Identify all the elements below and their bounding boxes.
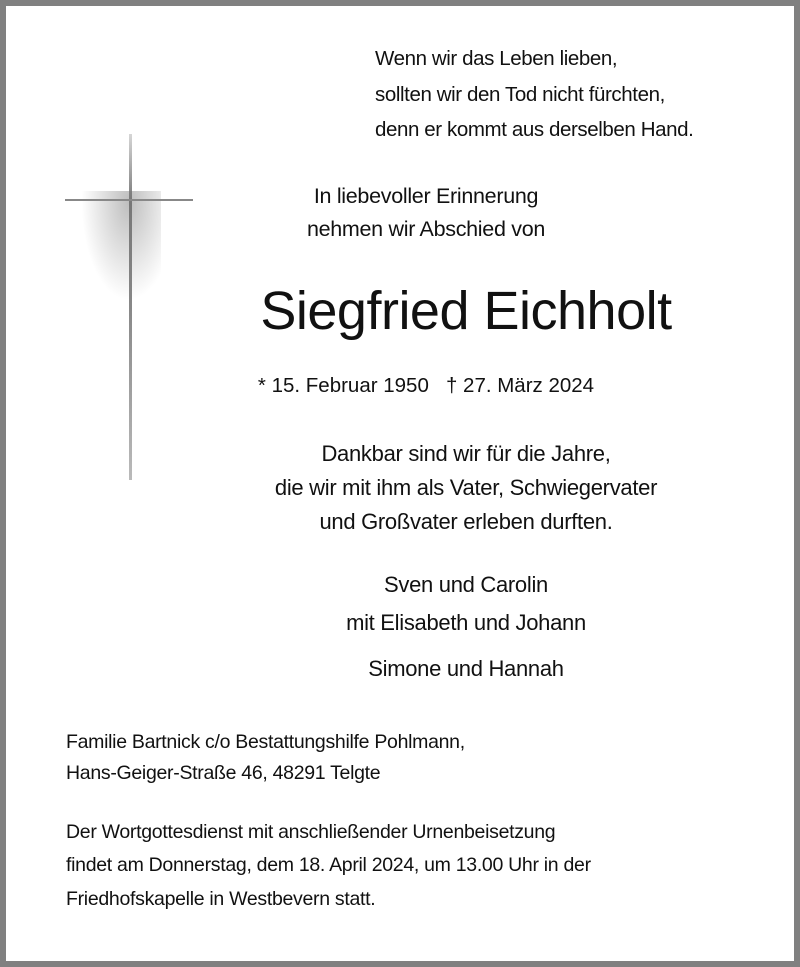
obituary-notice bbox=[6, 6, 794, 961]
poem-line: Wenn wir das Leben lieben, bbox=[375, 47, 618, 70]
mourner-line: mit Elisabeth und Johann bbox=[346, 610, 586, 635]
service-line: Friedhofskapelle in Westbevern statt. bbox=[66, 888, 376, 910]
contact-line: Familie Bartnick c/o Bestattungshilfe Pohlmann, bbox=[66, 731, 465, 753]
gratitude-line: und Großvater erleben durften. bbox=[319, 509, 613, 534]
mourner-line: Sven und Carolin bbox=[384, 572, 548, 597]
gratitude-line: die wir mit ihm als Vater, Schwiegervater bbox=[274, 475, 658, 500]
deceased-name: Siegfried Eichholt bbox=[260, 281, 672, 341]
intro-line: In liebevoller Erinnerung bbox=[313, 184, 539, 208]
service-line: Der Wortgottesdienst mit anschließender Urnenbeisetzung bbox=[66, 821, 556, 843]
contact-line: Hans-Geiger-Straße 46, 48291 Telgte bbox=[66, 762, 381, 784]
poem-line: sollten wir den Tod nicht fürchten, bbox=[375, 83, 665, 106]
poem-line: denn er kommt aus derselben Hand. bbox=[375, 118, 694, 141]
gratitude-line: Dankbar sind wir für die Jahre, bbox=[321, 441, 611, 466]
service-line: findet am Donnerstag, dem 18. April 2024, um 13.00 Uhr in der bbox=[66, 854, 591, 876]
intro-line: nehmen wir Abschied von bbox=[306, 217, 546, 241]
life-dates: * 15. Februar 1950 † 27. März 2024 bbox=[257, 374, 595, 397]
mourner-line: Simone und Hannah bbox=[368, 656, 564, 681]
